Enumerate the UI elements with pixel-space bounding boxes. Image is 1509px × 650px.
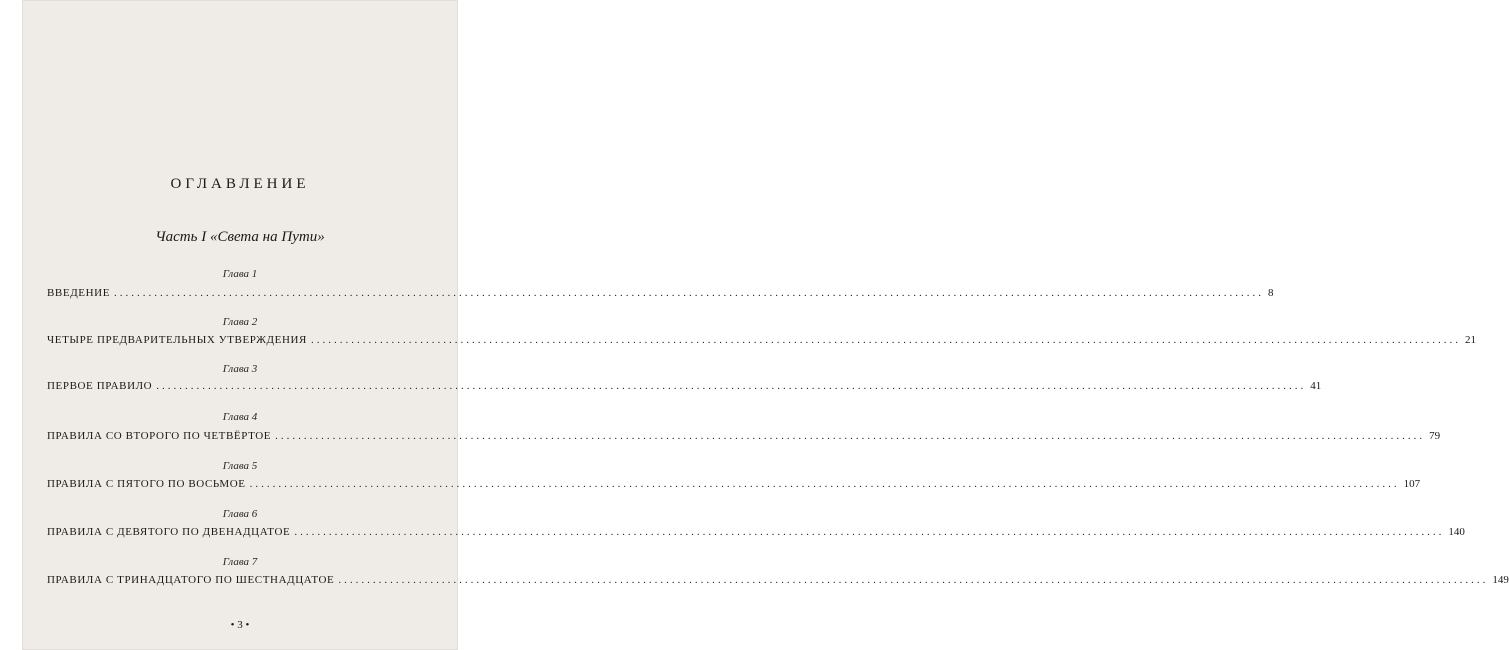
toc-entry-title: ВВЕДЕНИЕ <box>47 287 111 299</box>
toc-entry-title: ПРАВИЛА С ДЕВЯТОГО ПО ДВЕНАДЦАТОЕ <box>47 526 291 538</box>
dot-leader: ........................................................................................................................................................................................................ <box>249 478 1400 490</box>
toc-entry[interactable] <box>47 380 1322 392</box>
part-title: Часть I «Света на Пути» <box>155 229 325 245</box>
toc-entry-page: 8 <box>1268 287 1274 299</box>
chapter-label: Глава 2 <box>222 316 258 328</box>
toc-entry[interactable] <box>47 430 1441 442</box>
dot-leader: ........................................................................................................................................................................................................ <box>114 287 1265 299</box>
chapter-label: Глава 5 <box>222 460 258 472</box>
toc-entry[interactable] <box>47 526 1465 538</box>
book-page <box>22 0 1509 650</box>
toc-entry[interactable] <box>47 574 1509 586</box>
toc-entry-page: 21 <box>1465 334 1476 346</box>
toc-entry-page: 41 <box>1310 380 1322 392</box>
chapter-label: Глава 3 <box>222 363 258 375</box>
page-number: • 3 • <box>230 619 250 631</box>
chapter-label: Глава 6 <box>222 508 258 520</box>
toc-entry-page: 107 <box>1403 478 1421 490</box>
toc-entry-page: 149 <box>1492 574 1509 586</box>
toc-entry-page: 140 <box>1448 526 1465 538</box>
toc-heading: ОГЛАВЛЕНИЕ <box>170 176 310 192</box>
chapter-label: Глава 1 <box>222 268 258 280</box>
toc-entry-title: ПРАВИЛА СО ВТОРОГО ПО ЧЕТВЁРТОЕ <box>47 430 272 442</box>
toc-entry-title: ПРАВИЛА С ПЯТОГО ПО ВОСЬМОЕ <box>47 478 246 490</box>
toc-entry[interactable] <box>47 478 1421 490</box>
toc-entry-title: ЧЕТЫРЕ ПРЕДВАРИТЕЛЬНЫХ УТВЕРЖДЕНИЯ <box>47 334 307 346</box>
dot-leader: ........................................................................................................................................................................................................ <box>156 380 1307 392</box>
chapter-label: Глава 7 <box>222 556 258 568</box>
dot-leader: ........................................................................................................................................................................................................ <box>311 334 1461 346</box>
dot-leader: ........................................................................................................................................................................................................ <box>275 430 1426 442</box>
toc-entry-title: ПРАВИЛА С ТРИНАДЦАТОГО ПО ШЕСТНАДЦАТОЕ <box>47 574 335 586</box>
toc-entry[interactable] <box>47 334 1476 346</box>
dot-leader: ........................................................................................................................................................................................................ <box>338 574 1489 586</box>
toc-entry[interactable] <box>47 287 1274 299</box>
chapter-label: Глава 4 <box>222 411 258 423</box>
toc-entry-page: 79 <box>1429 430 1441 442</box>
toc-entry-title: ПЕРВОЕ ПРАВИЛО <box>47 380 153 392</box>
dot-leader: ........................................................................................................................................................................................................ <box>294 526 1445 538</box>
